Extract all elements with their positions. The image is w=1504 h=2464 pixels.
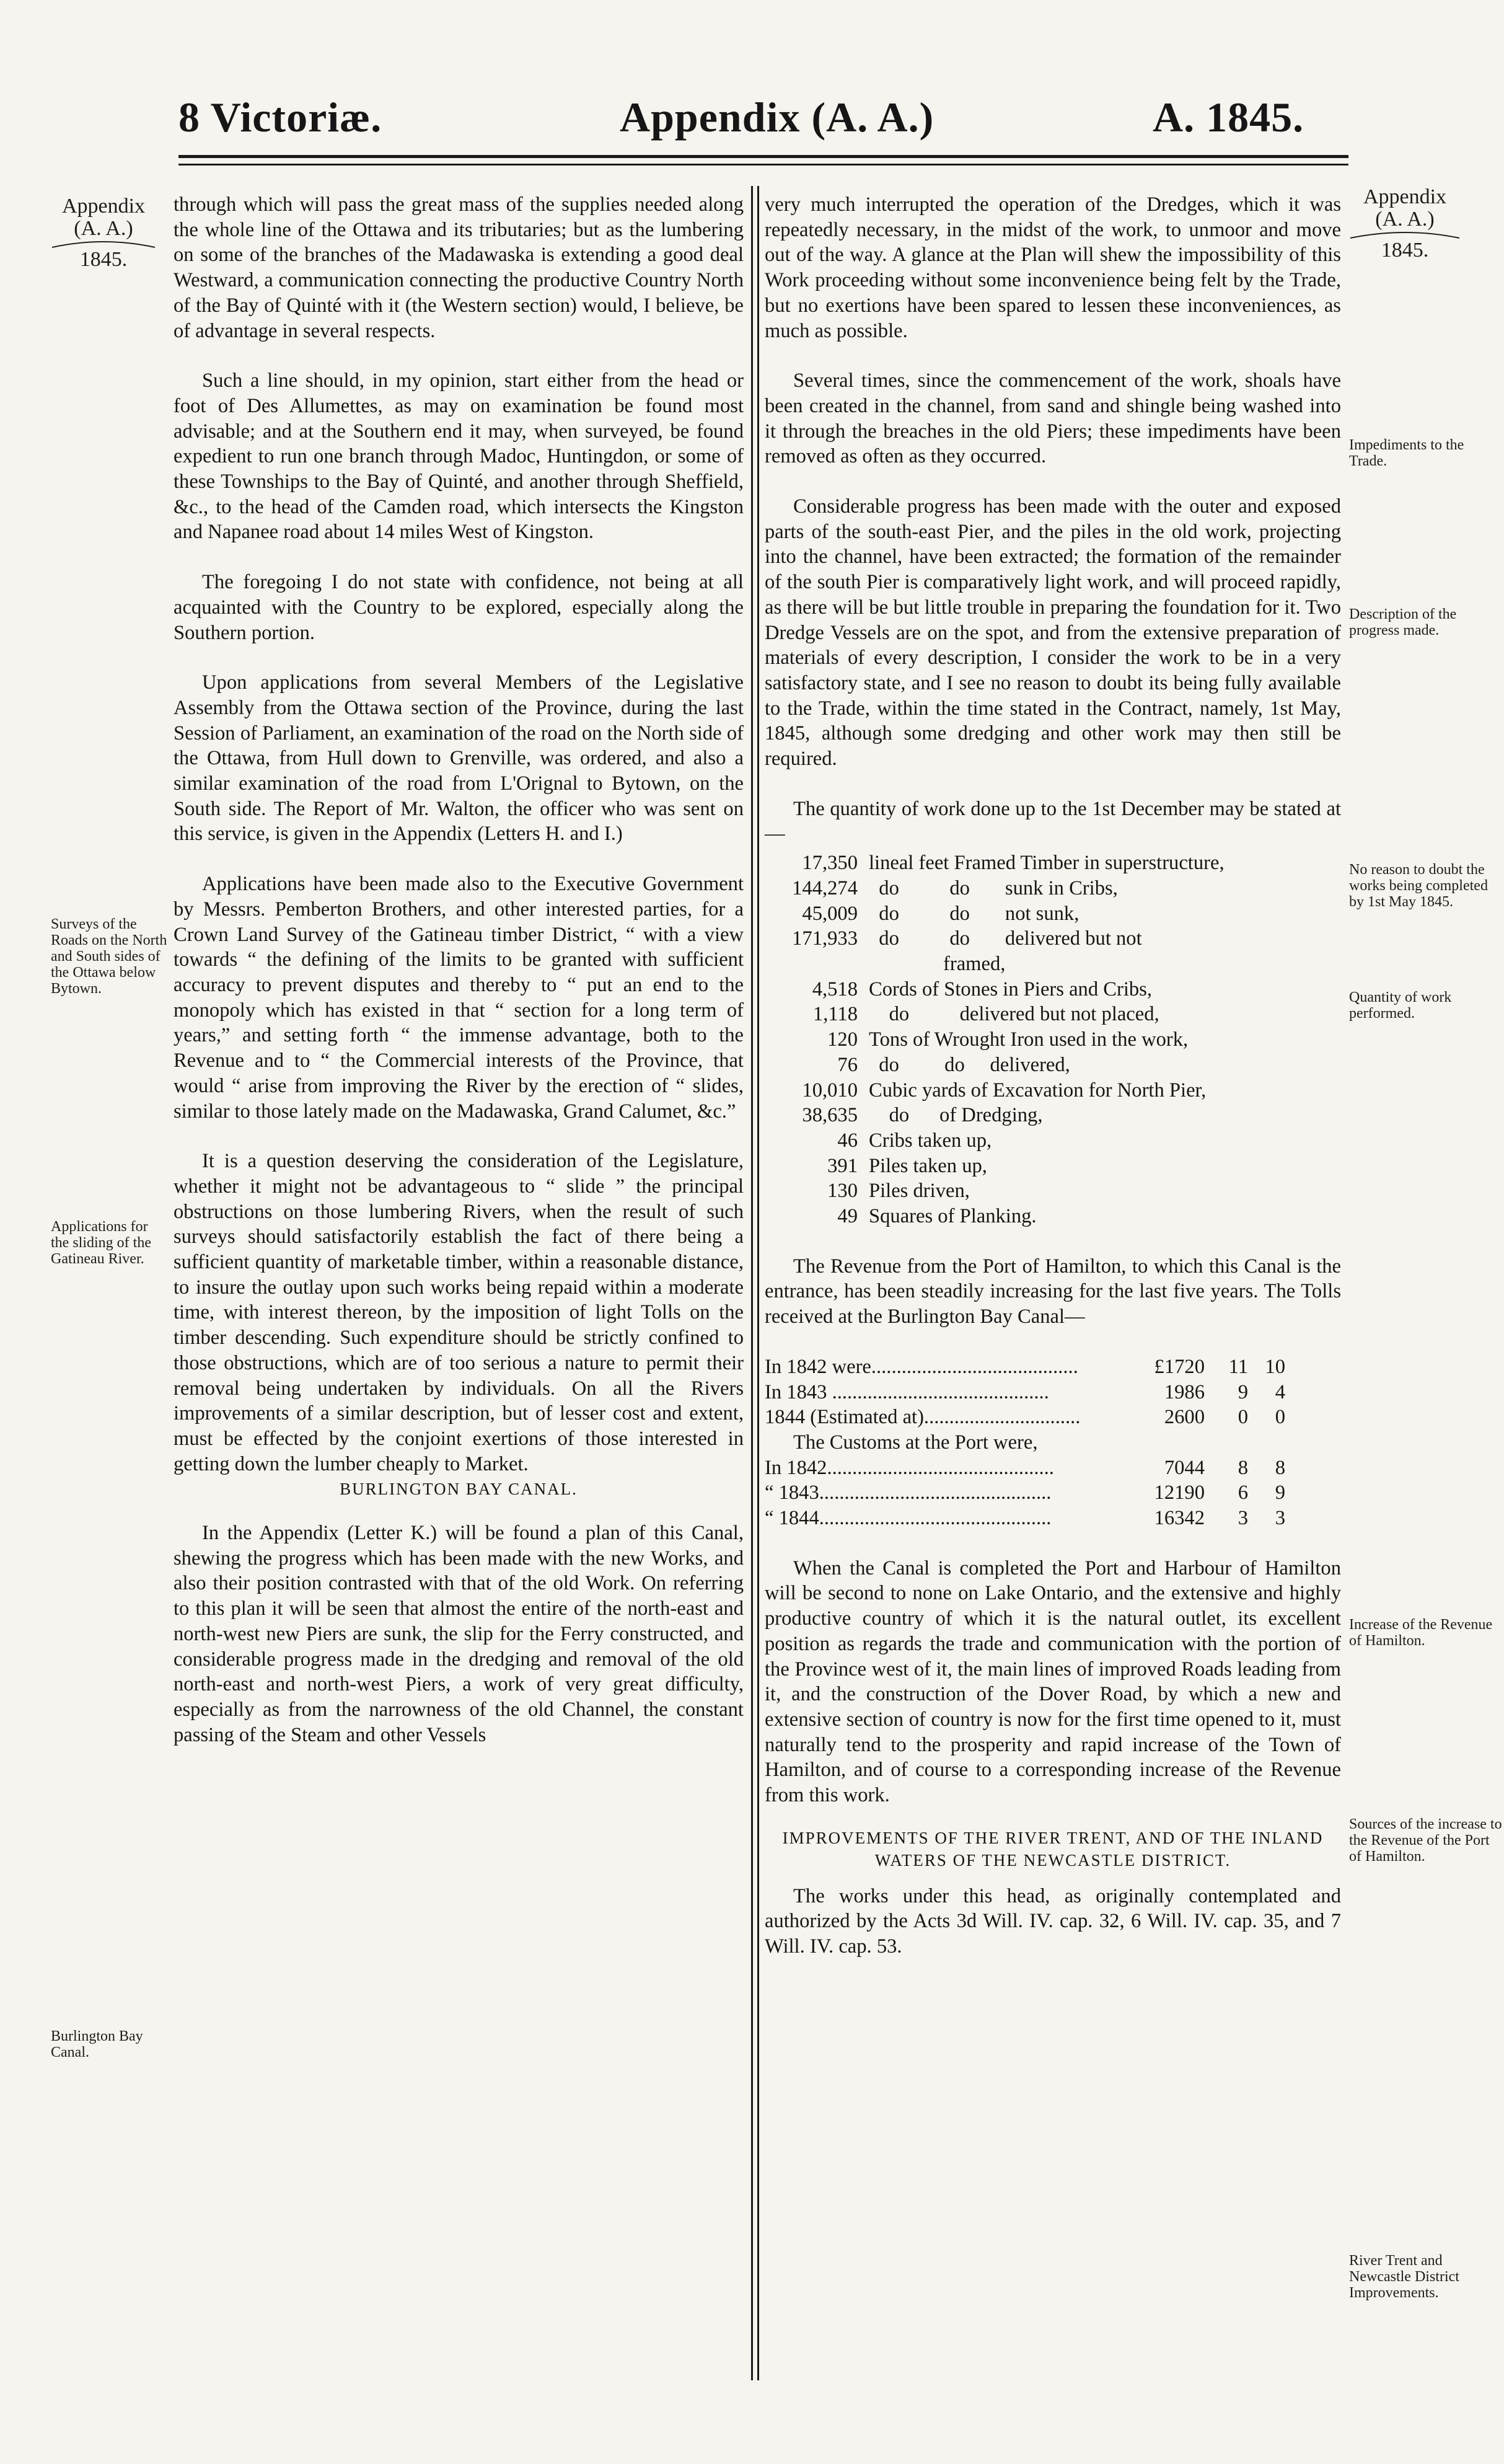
left-paragraph-3: The foregoing I do not state with confidence, not being at all acquainted with the Country to be explored, especially along the Southern portion.: [174, 571, 744, 644]
customs-shillings: 3: [1238, 1507, 1248, 1530]
customs-shillings: 8: [1238, 1456, 1248, 1479]
quantity-text: Piles driven,: [869, 1180, 970, 1203]
quantity-row: [765, 1002, 1341, 1027]
quantity-number: 391: [827, 1154, 858, 1177]
customs-pounds: 7044: [1164, 1456, 1205, 1479]
left-column: [174, 192, 744, 2387]
quantity-text: Tons of Wrought Iron used in the work,: [869, 1028, 1189, 1051]
right-appendix-mark: [1349, 186, 1461, 262]
customs-pounds: 12190: [1154, 1481, 1205, 1504]
quantity-row: [765, 1154, 1341, 1179]
note-quantity-of-work: Quantity of work performed.: [1349, 989, 1452, 1022]
quantity-text: lineal feet Framed Timber in superstructure,: [869, 852, 1225, 875]
left-paragraph-7: In the Appendix (Letter K.) will be found a plan of this Canal, shewing the progress which has been made with the new Works, and also their position contrasted with that of the old Work. On referring to this plan it will be seen that almost the entire of the north-east and north-west new Piers are sunk, the slip for the Ferry constructed, and considerable progress made in the dredging and removal of the old north-east and north-west Piers, a work of very great difficulty, especially as from the narrowness of the old Channel, the constant passing of the Steam and other Vessels: [174, 1522, 744, 1746]
right-paragraph-1: very much interrupted the operation of the Dredges, which it was repeatedly necessary, in the midst of the work, to unmoor and move out of the way. A glance at the Plan will shew the impossibility of this Work proceeding without some inconvenience being felt by the Trade, but no exertions have been spared to lessen these inconveniences, as much as possible.: [765, 193, 1341, 342]
right-paragraph-6: When the Canal is completed the Port and Harbour of Hamilton will be second to none on Lake Ontario, and the extensive and highly productive country of which it is the natural outlet, its excellent position as regards the trade and communication with the portion of the Province west of it, the main lines of improved Roads leading from it, and the construction of the Dover Road, by which a new and extensive section of country is now for the first time opened to it, must naturally tend to the prosperity and rapid increase of the Town of Hamilton, and of course to a corresponding increase of the Revenue from this work.: [765, 1557, 1341, 1807]
quantity-row: [765, 977, 1341, 1002]
quantity-number: 1,118: [812, 1003, 858, 1026]
tolls-table: [765, 1354, 1341, 1531]
toll-shillings: 9: [1238, 1380, 1248, 1403]
note-revenue-increase: Increase of the Revenue of Hamilton.: [1349, 1617, 1493, 1649]
left-paragraph-6: It is a question deserving the consideration of the Legislature, whether it might not be advantageous to “ slide ” the principal obstructions on those lumbering Rivers, when the result of such surveys should satisfactorily establish the fact of there being a sufficient quantity of marketable timber, within a reasonable distance, to insure the outlay upon such works being repaid within a moderate time, with interest thereon, by the imposition of light Tolls on the timber descending. Such expenditure should be strictly confined to those obstructions, which are of too serious a nature to permit their removal being undertaken by individuals. On all the Rivers improvements of a similar description, but of lesser cost and extent, must be effected by the conjoint exertions of those interested in getting down the lumber cheaply to Market.: [174, 1150, 744, 1475]
note-impediments: Impediments to the Trade.: [1349, 437, 1464, 469]
note-river-trent: River Trent and Newcastle District Improvements.: [1349, 2253, 1459, 2301]
right-appendix-year: 1845.: [1381, 239, 1429, 262]
left-appendix-code: (A. A.): [74, 217, 133, 240]
quantity-row: [765, 1204, 1341, 1229]
quantity-number: 4,518: [812, 978, 858, 1000]
quantity-row: [765, 876, 1341, 901]
quantity-number: 46: [837, 1129, 858, 1152]
customs-label: [765, 1430, 1341, 1455]
left-paragraph-1: through which will pass the great mass of the supplies needed along the whole line of the Ottawa and its tributaries; but as the lumbering on some of the branches of the Madawaska is extending a good deal Westward, a communication connecting the productive Country North of the Bay of Quinté with it (the Western section) would, I believe, be of advantage in several respects.: [174, 193, 744, 342]
quantity-number: 45,009: [802, 902, 858, 925]
toll-label: 1844 (Estimated at)...............................: [765, 1406, 1081, 1429]
quantity-text: Cribs taken up,: [869, 1129, 992, 1152]
quantity-number: 120: [827, 1028, 858, 1051]
quantity-text: Cubic yards of Excavation for North Pier,: [869, 1079, 1207, 1102]
customs-pence: 9: [1275, 1481, 1285, 1504]
left-paragraph-5: Applications have been made also to the Executive Government by Messrs. Pemberton Brothers, and other interested parties, for a Crown Land Survey of the Gatineau timber District, “ with a view towards “ the defining of the limits to be granted with sufficient accuracy to prevent disputes and thereby to “ put an end to the monopoly which has existed in that “ section for a long term of years,” and setting forth “ the immense advantage, both to the Revenue and to “ the Commercial interests of the Province, that would “ arise from improving the River by the erection of “ slides, similar to those lately made on the Madawaska, Grand Calumet, &c.”: [174, 873, 744, 1123]
toll-row: [765, 1405, 1341, 1430]
toll-pence: 0: [1275, 1406, 1285, 1429]
toll-label: In 1843 ...........................................: [765, 1380, 1049, 1403]
quantity-row: [765, 1103, 1341, 1128]
left-paragraph-4: Upon applications from several Members of the Legislative Assembly from the Ottawa section of the Province, during the last Session of Parliament, an examination of the road on the North side of the Ottawa, from Hull down to Grenville, was ordered, and also a similar examination of the road from L'Orignal to Bytown, on the South side. The Report of Mr. Walton, the officer who was sent on this service, is given in the Appendix (Letters H. and I.): [174, 671, 744, 846]
right-paragraph-4: The quantity of work done up to the 1st December may be stated at—: [765, 797, 1341, 846]
right-appendix-code: (A. A.): [1375, 208, 1435, 231]
quantity-row: [765, 1128, 1341, 1154]
quantity-row: [765, 901, 1341, 927]
customs-pence: 8: [1275, 1456, 1285, 1479]
quantity-number: 38,635: [802, 1104, 858, 1127]
right-paragraph-3: Considerable progress has been made with the outer and exposed parts of the south-east Pier, and the piles in the old work, projecting into the channel, have been extracted; the formation of the remainder of the south Pier is comparatively light work, and will proceed rapidly, as there will be but little trouble in preparing the foundation for it. Two Dredge Vessels are on the spot, and from the extensive preparation of materials of every description, I consider the work to be in a very satisfactory state, and I see no reason to doubt its being fully available to the Trade, within the time stated in the Contract, namely, 1st May, 1845, although some dredging and other work may then still be required.: [765, 495, 1341, 771]
customs-pence: 3: [1275, 1507, 1285, 1530]
note-revenue-sources: Sources of the increase to the Revenue of the Port of Hamilton.: [1349, 1816, 1502, 1865]
quantity-text: do do delivered but not: [869, 927, 1142, 950]
toll-row: [765, 1380, 1341, 1405]
note-surveys-roads: Surveys of the Roads on the North and South sides of the Ottawa below Bytown.: [51, 916, 167, 997]
quantity-text: Piles taken up,: [869, 1154, 987, 1177]
quantity-number: 49: [837, 1205, 858, 1228]
customs-row: [765, 1480, 1341, 1506]
quantity-number: 76: [837, 1053, 858, 1076]
right-appendix-label: Appendix: [1363, 185, 1447, 208]
note-burlington-canal: Burlington Bay Canal.: [51, 2028, 143, 2060]
customs-shillings: 6: [1238, 1481, 1248, 1504]
customs-row: [765, 1506, 1341, 1531]
header-rule: [178, 155, 1348, 158]
quantity-row: [765, 952, 1341, 977]
quantity-number: 17,350: [802, 852, 858, 875]
quantity-number: 10,010: [802, 1079, 858, 1102]
quantity-text: do of Dredging,: [869, 1104, 1043, 1127]
right-paragraph-5: The Revenue from the Port of Hamilton, to which this Canal is the entrance, has been steadily increasing for the last five years. The Tolls received at the Burlington Bay Canal—: [765, 1255, 1341, 1328]
right-paragraph-7: The works under this head, as originally contemplated and authorized by the Acts 3d Will. IV. cap. 32, 6 Will. IV. cap. 35, and 7 Will. IV. cap. 53.: [765, 1884, 1341, 1958]
toll-pounds: £1720: [1154, 1355, 1205, 1378]
left-appendix-mark: [51, 195, 156, 271]
header-rule-thin: [178, 164, 1348, 166]
toll-pounds: 2600: [1164, 1406, 1205, 1429]
quantity-number: 171,933: [792, 927, 858, 950]
customs-label: “ 1843..............................................: [765, 1481, 1052, 1504]
toll-shillings: 11: [1228, 1355, 1248, 1378]
quantity-text: Cords of Stones in Piers and Cribs,: [869, 978, 1153, 1000]
quantity-row: [765, 1053, 1341, 1078]
quantity-text: Squares of Planking.: [869, 1205, 1037, 1228]
quantity-text: do do not sunk,: [869, 902, 1080, 925]
quantity-row: [765, 926, 1341, 952]
quantity-row: [765, 1027, 1341, 1053]
customs-pounds: 16342: [1154, 1507, 1205, 1530]
quantity-row: [765, 1078, 1341, 1103]
toll-pounds: 1986: [1164, 1380, 1205, 1403]
quantity-text: do do sunk in Cribs,: [869, 877, 1118, 899]
left-appendix-label: Appendix: [61, 195, 146, 218]
right-paragraph-2: Several times, since the commencement of the work, shoals have been created in the channel, from sand and shingle being washed into it through the breaches in the old Piers; these impediments have been removed as often as they occurred.: [765, 369, 1341, 468]
page-header: [0, 93, 1504, 149]
section-heading-burlington: BURLINGTON BAY CANAL.: [340, 1480, 578, 1499]
left-paragraph-2: Such a line should, in my opinion, start either from the head or foot of Des Allumettes, as may on examination be found most advisable; and at the Southern end it may, when surveyed, be found expedient to run one branch through Madoc, Huntingdon, or some of these Townships to the Bay of Quinté, and another through Sheffield, &c., to the head of the Camden road, which intersects the Kingston and Napanee road about 14 miles West of Kingston.: [174, 369, 744, 544]
quantity-number: 144,274: [792, 877, 858, 899]
quantity-number: [765, 952, 869, 977]
left-brace-curve: [51, 240, 156, 249]
header-year: A. 1845.: [1153, 94, 1304, 141]
quantity-row: [765, 1178, 1341, 1204]
quantity-text: do delivered but not placed,: [869, 1003, 1159, 1026]
quantity-row: [765, 850, 1341, 876]
quantities-list: [765, 850, 1341, 1229]
toll-shillings: 0: [1238, 1406, 1248, 1429]
note-completion-date: No reason to doubt the works being completed by 1st May 1845.: [1349, 862, 1488, 910]
customs-label: “ 1844..............................................: [765, 1507, 1052, 1530]
quantity-text: framed,: [943, 952, 1006, 975]
right-column: [765, 192, 1341, 2387]
section-heading-river-trent: IMPROVEMENTS OF THE RIVER TRENT, AND OF THE INLAND WATERS OF THE NEWCASTLE DISTRICT.: [782, 1828, 1324, 1870]
note-gatineau-slides: Applications for the sliding of the Gatineau River.: [51, 1219, 151, 1267]
toll-label: In 1842 were.........................................: [765, 1355, 1078, 1378]
customs-label: In 1842.............................................: [765, 1456, 1054, 1479]
column-divider: [751, 186, 753, 2380]
quantity-number: 130: [827, 1180, 858, 1203]
customs-label-text: The Customs at the Port were,: [793, 1431, 1038, 1454]
quantity-text: do do delivered,: [869, 1053, 1070, 1076]
toll-pence: 10: [1265, 1355, 1285, 1378]
left-appendix-year: 1845.: [79, 248, 128, 271]
header-session: 8 Victoriæ.: [178, 94, 382, 141]
customs-row: [765, 1455, 1341, 1481]
toll-row: [765, 1354, 1341, 1380]
header-title: Appendix (A. A.): [620, 94, 935, 141]
right-brace-curve: [1349, 231, 1461, 239]
column-divider-thin: [757, 186, 759, 2380]
note-progress-description: Description of the progress made.: [1349, 606, 1457, 638]
toll-pence: 4: [1275, 1380, 1285, 1403]
